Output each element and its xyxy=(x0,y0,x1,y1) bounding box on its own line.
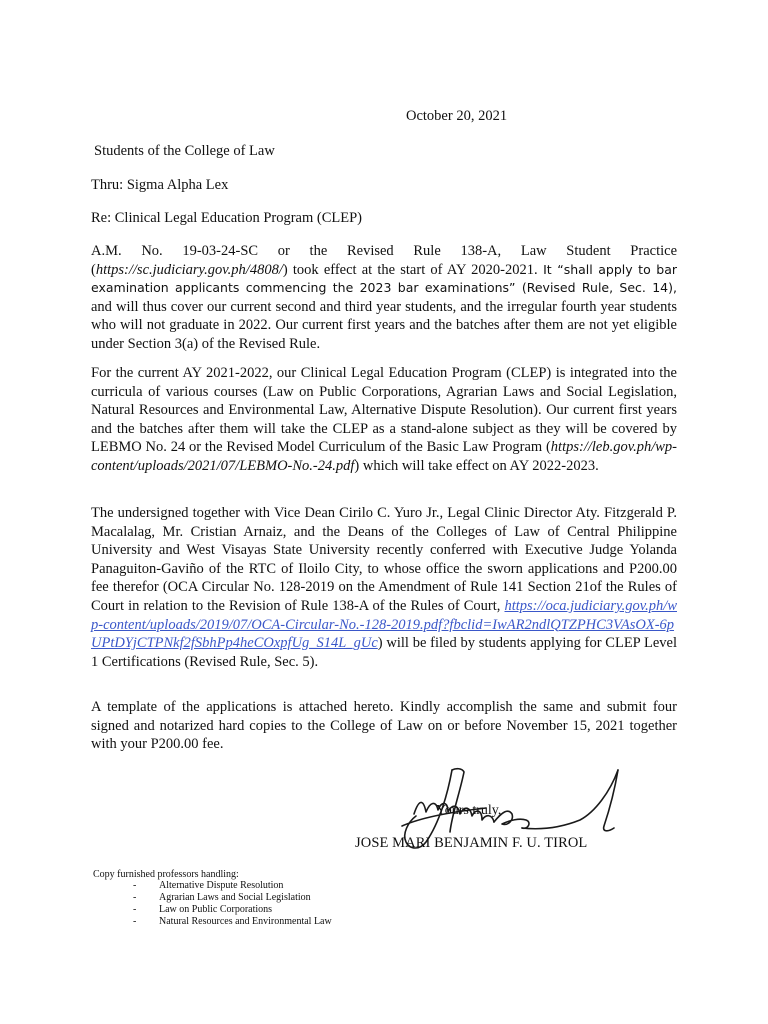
p2-text-a: For the current AY 2021-2022, our Clinical Legal Education Program (CLEP) is integrated into the curricula of various courses (Law on Public Corporations, Agrarian Laws and Social Legislation, Natural Resources and Environmental Law, Alternative Dispute Resolution). Our current first years and the batches after them will take the CLEP as a stand-alone subject as they will be covered by LEBMO No. 24 or the Revised Model Curriculum of the Basic Law Program ( xyxy=(91,365,677,456)
letter-date: October 20, 2021 xyxy=(406,108,508,124)
oca-circular-link[interactable]: https://oca.judiciary.gov.ph/wp-content/uploads/2019/07/OCA-Circular-No.-128-2019.pdf?fbclid=IwAR2ndlQTZPHC3VAsOX-6pUPtDYjCTPNkf2fSbhPp4heCOxpfUg_S14L_gUc xyxy=(91,597,677,652)
addressee: Students of the College of Law xyxy=(94,143,275,159)
p3-text-b: ) will be filed by students applying for CLEP Level 1 Certifications (Revised Rule, Sec. 5). xyxy=(91,635,677,670)
cc-heading: Copy furnished professors handling: xyxy=(93,869,239,880)
p1-text-c: and will thus cover our current second and third year students, and the irregular fourth year students who will not graduate in 2022. Our current first years and the batches after them are not yet eligible under Section 3(a) of the Revised Rule. xyxy=(91,298,677,352)
closing: Yours truly, xyxy=(436,803,502,818)
cc-list xyxy=(133,880,332,928)
p1-url: https://sc.judiciary.gov.ph/4808/ xyxy=(95,261,283,278)
paragraph-2 xyxy=(91,364,677,476)
p1-text-a: A.M. No. 19-03-24-SC or the Revised Rule 138-A, Law Student Practice ( xyxy=(91,243,677,278)
p2-text-b: ) which will take effect on AY 2022-2023. xyxy=(354,457,599,474)
p3-text-a: The undersigned together with Vice Dean Cirilo C. Yuro Jr., Legal Clinic Director Aty. Fitzgerald P. Macalalag, Mr. Cristian Arnaiz, and the Deans of the Colleges of Law of Central Philippine University and West Visayas State University recently conferred with Executive Judge Yolanda Panaguiton-Gaviño of the RTC of Iloilo City, to whose office the sworn applications and P200.00 fee therefor (OCA Circular No. 128-2019 on the Amendment of Rule 141 Section 21of the Rules of Court in relation to the Revision of Rule 138-A of the Rules of Court, xyxy=(91,505,677,614)
list-dash: - xyxy=(133,892,137,903)
list-item xyxy=(133,880,332,892)
cc-item-label: Natural Resources and Environmental Law xyxy=(159,916,332,927)
list-dash: - xyxy=(133,916,137,927)
paragraph-4 xyxy=(91,698,677,754)
cc-item-label: Law on Public Corporations xyxy=(159,904,273,915)
subject-line: Re: Clinical Legal Education Program (CLEP) xyxy=(91,210,363,226)
list-item xyxy=(133,904,332,916)
list-dash: - xyxy=(133,904,137,915)
list-item xyxy=(133,916,332,928)
paragraph-3 xyxy=(91,504,677,671)
p4-text: A template of the applications is attached hereto. Kindly accomplish the same and submit four signed and notarized hard copies to the College of Law on or before November 15, 2021 together with your P200.00 fee. xyxy=(91,699,677,753)
p1-text-b: ) took effect at the start of AY 2020-2021. xyxy=(282,261,538,278)
list-item xyxy=(133,892,332,904)
p1-quote: It “shall apply to bar examination applicants commencing the 2023 bar examinations” (Revised Rule, Sec. 14), xyxy=(91,261,677,296)
list-dash: - xyxy=(133,880,137,891)
signer-name: JOSE MARI BENJAMIN F. U. TIROL xyxy=(355,835,588,851)
paragraph-1 xyxy=(91,242,677,354)
cc-item-label: Alternative Dispute Resolution xyxy=(159,880,284,891)
cc-item-label: Agrarian Laws and Social Legislation xyxy=(159,892,311,903)
p2-url: https://leb.gov.ph/wp-content/uploads/2021/07/LEBMO-No.-24.pdf xyxy=(91,439,677,474)
thru-line: Thru: Sigma Alpha Lex xyxy=(91,177,229,193)
